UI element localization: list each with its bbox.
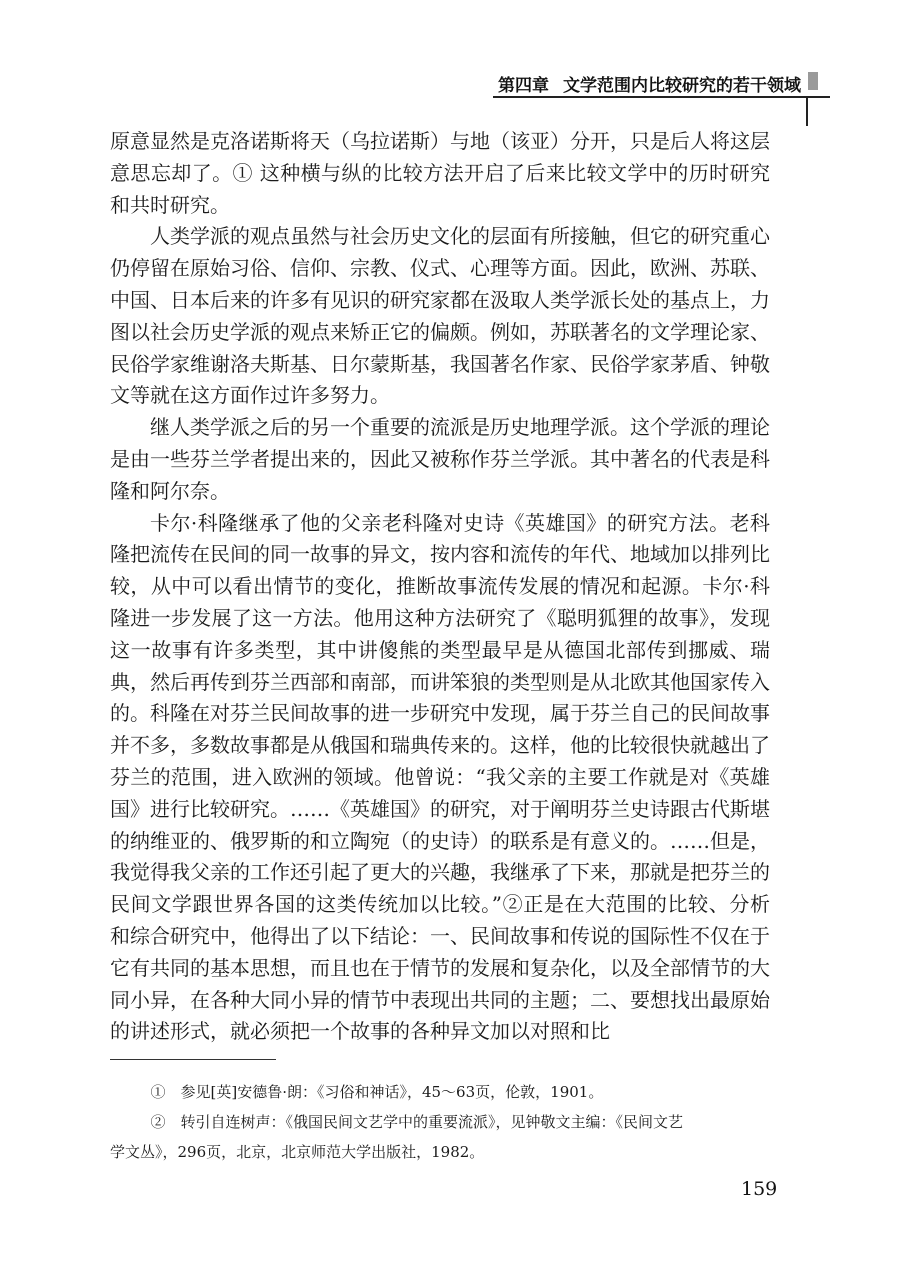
paragraph: 继人类学派之后的另一个重要的流派是历史地理学派。这个学派的理论是由一些芬兰学者提出来的，因此又被称作芬兰学派。其中著名的代表是科隆和阿尔奈。: [110, 415, 770, 503]
footnote-2-continued: 学文丛》，296页，北京，北京师范大学出版社，1982。: [110, 1143, 485, 1161]
header-decoration-block: [808, 72, 818, 90]
footnote-1: ① 参见[英]安德鲁·朗：《习俗和神话》，45～63页，伦敦，1901。: [150, 1083, 604, 1101]
page-number: 159: [741, 1178, 778, 1200]
paragraph-continued: 原意显然是克洛诺斯将天（乌拉诺斯）与地（该亚）分开，只是后人将这层意思忘却了。① 这种横与纵的比较方法开启了后来比较文学中的历时研究和共时研究。: [110, 129, 770, 217]
body-text: [110, 126, 770, 1048]
footnote-separator: [110, 1059, 276, 1060]
header-vertical-rule: [806, 96, 808, 126]
footnotes: [110, 1077, 770, 1167]
paragraph: 卡尔·科隆继承了他的父亲老科隆对史诗《英雄国》的研究方法。老科隆把流传在民间的同一故事的异文，按内容和流传的年代、地域加以排列比较，从中可以看出情节的变化，推断故事流传发展的情况和起源。卡尔·科隆进一步发展了这一方法。他用这种方法研究了《聪明狐狸的故事》，发现这一故事有许多类型，其中讲傻熊的类型最早是从德国北部传到挪威、瑞典，然后再传到芬兰西部和南部，而讲笨狼的类型则是从北欧其他国家传入的。科隆在对芬兰民间故事的进一步研究中发现，属于芬兰自己的民间故事并不多，多数故事都是从俄国和瑞典传来的。这样，他的比较很快就越出了芬兰的范围，进入欧洲的领域。他曾说：“我父亲的主要工作就是对《英雄国》进行比较研究。……《英雄国》的研究，对于阐明芬兰史诗跟古代斯堪的纳维亚的、俄罗斯的和立陶宛（的史诗）的联系是有意义的。……但是，我觉得我父亲的工作还引起了更大的兴趣，我继承了下来，那就是把芬兰的民间文学跟世界各国的这类传统加以比较。”②正是在大范围的比较、分析和综合研究中，他得出了以下结论：一、民间故事和传说的国际性不仅在于它有共同的基本思想，而且也在于情节的发展和复杂化，以及全部情节的大同小异，在各种大同小异的情节中表现出共同的主题；二、要想找出最原始的讲述形式，就必须把一个故事的各种异文加以对照和比: [110, 510, 770, 1044]
chapter-label: 第四章: [498, 76, 549, 96]
header-rule: [493, 96, 830, 98]
chapter-title: 文学范围内比较研究的若干领域: [563, 76, 801, 96]
footnote-2: ② 转引自连树声：《俄国民间文艺学中的重要流派》，见钟敬文主编：《民间文艺: [150, 1113, 684, 1131]
running-header: [498, 71, 828, 97]
paragraph: 人类学派的观点虽然与社会历史文化的层面有所接触，但它的研究重心仍停留在原始习俗、信仰、宗教、仪式、心理等方面。因此，欧洲、苏联、中国、日本后来的许多有见识的研究家都在汲取人类学派长处的基点上，力图以社会历史学派的观点来矫正它的偏颇。例如，苏联著名的文学理论家、民俗学家维谢洛夫斯基、日尔蒙斯基，我国著名作家、民俗学家茅盾、钟敬文等就在这方面作过许多努力。: [110, 224, 770, 408]
